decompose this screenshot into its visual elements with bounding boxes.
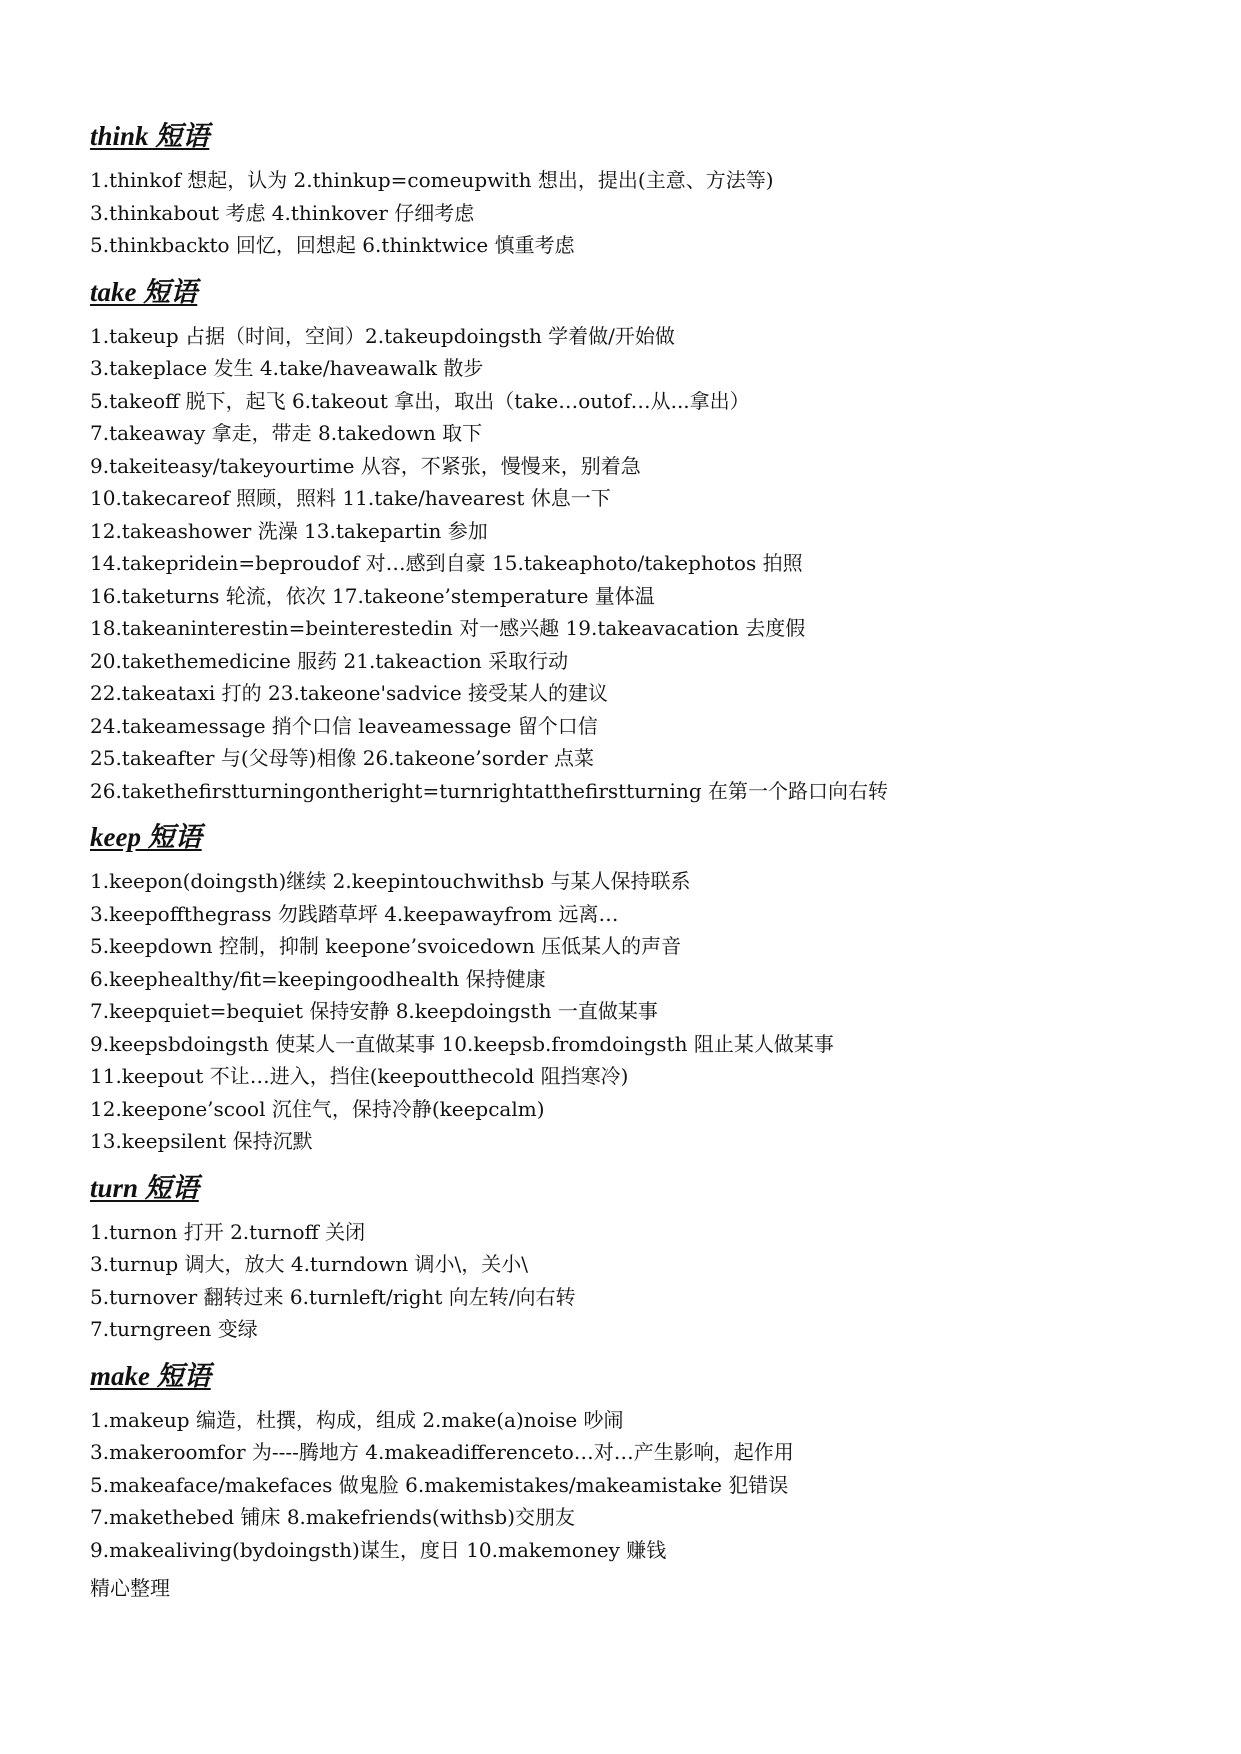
section-heading-turn: turn 短语: [90, 1172, 199, 1203]
section-take: [90, 274, 1170, 808]
phrase-line: 26.takethefirstturningontheright=turnrightatthefirstturning 在第一个路口向右转: [90, 778, 888, 803]
phrase-line: 3.takeplace 发生 4.take/haveawalk 散步: [90, 356, 484, 380]
phrase-line: 10.takecareof 照顾，照料 11.take/havearest 休息一下: [90, 486, 611, 510]
phrase-line: 22.takeataxi 打的 23.takeone'sadvice 接受某人的建议: [90, 681, 609, 705]
phrase-line: 13.keepsilent 保持沉默: [90, 1129, 313, 1153]
phrase-line: 9.takeiteasy/takeyourtime 从容，不紧张，慢慢来，别着急: [90, 453, 641, 478]
phrase-line: 12.keepone’scool 沉住气，保持冷静(keepcalm): [90, 1096, 545, 1121]
section-think: [90, 118, 1170, 262]
phrase-line: 25.takeafter 与(父母等)相像 26.takeone’sorder 点菜: [90, 746, 595, 770]
phrase-line: 5.turnover 翻转过来 6.turnleft/right 向左转/向右转: [90, 1284, 576, 1309]
phrase-line: 1.turnon 打开 2.turnoff 关闭: [90, 1219, 366, 1244]
phrase-line: 5.keepdown 控制，抑制 keepone’svoicedown 压低某人的声音: [90, 934, 682, 958]
phrase-line: 6.keephealthy/fit=keepingoodhealth 保持健康: [90, 966, 546, 991]
phrase-line: 16.taketurns 轮流，依次 17.takeone’stemperature 量体温: [90, 583, 655, 608]
phrase-line: 12.takeashower 洗澡 13.takepartin 参加: [90, 518, 488, 543]
phrase-line: 1.thinkof 想起，认为 2.thinkup=comeupwith 想出，提出(主意、方法等): [90, 168, 774, 192]
section-heading-take: take 短语: [90, 276, 198, 307]
phrase-line: 1.keepon(doingsth)继续 2.keepintouchwithsb 与某人保持联系: [90, 869, 691, 893]
phrase-line: 7.makethebed 铺床 8.makefriends(withsb)交朋友: [90, 1505, 576, 1529]
section-keep: [90, 819, 1170, 1158]
phrase-line: 3.turnup 调大，放大 4.turndown 调小\，关小\: [90, 1252, 528, 1276]
section-turn: [90, 1170, 1170, 1346]
phrase-line: 14.takepridein=beproudof 对…感到自豪 15.takeaphoto/takephotos 拍照: [90, 551, 803, 575]
phrase-line: 9.makealiving(bydoingsth)谋生，度日 10.makemoney 赚钱: [90, 1537, 667, 1562]
phrase-line: 3.thinkabout 考虑 4.thinkover 仔细考虑: [90, 200, 475, 225]
phrase-line: 1.makeup 编造，杜撰，构成，组成 2.make(a)noise 吵闹: [90, 1407, 624, 1432]
phrase-line: 3.keepoffthegrass 勿践踏草坪 4.keepawayfrom 远离…: [90, 901, 619, 926]
footer-note: 精心整理: [90, 1576, 170, 1600]
phrase-line: 7.takeaway 拿走，带走 8.takedown 取下: [90, 421, 483, 445]
phrase-line: 3.makeroomfor 为----腾地方 4.makeadifferenceto…对…产生影响，起作用: [90, 1440, 794, 1464]
section-heading-make: make 短语: [90, 1360, 211, 1391]
phrase-line: 5.makeaface/makefaces 做鬼脸 6.makemistakes/makeamistake 犯错误: [90, 1472, 789, 1497]
phrase-line: 20.takethemedicine 服药 21.takeaction 采取行动: [90, 648, 569, 673]
phrase-line: 7.turngreen 变绿: [90, 1317, 258, 1341]
phrase-line: 1.takeup 占据（时间，空间）2.takeupdoingsth 学着做/开始做: [90, 323, 675, 348]
section-heading-think: think 短语: [90, 121, 210, 151]
phrase-line: 5.thinkbackto 回忆，回想起 6.thinktwice 慎重考虑: [90, 233, 575, 257]
phrase-line: 7.keepquiet=bequiet 保持安静 8.keepdoingsth 一直做某事: [90, 999, 658, 1023]
phrase-line: 5.takeoff 脱下，起飞 6.takeout 拿出，取出（take…outof…从...拿出）: [90, 388, 750, 413]
section-heading-keep: keep 短语: [90, 822, 202, 852]
phrase-line: 24.takeamessage 捎个口信 leaveamessage 留个口信: [90, 713, 598, 738]
section-make: [90, 1358, 1170, 1567]
phrase-line: 9.keepsbdoingsth 使某人一直做某事 10.keepsb.fromdoingsth 阻止某人做某事: [90, 1031, 834, 1056]
document-page: [90, 118, 1170, 1604]
phrase-line: 11.keepout 不让…进入，挡住(keepoutthecold 阻挡寒冷): [90, 1064, 629, 1088]
phrase-line: 18.takeaninterestin=beinterestedin 对一感兴趣 19.takeavacation 去度假: [90, 616, 806, 640]
